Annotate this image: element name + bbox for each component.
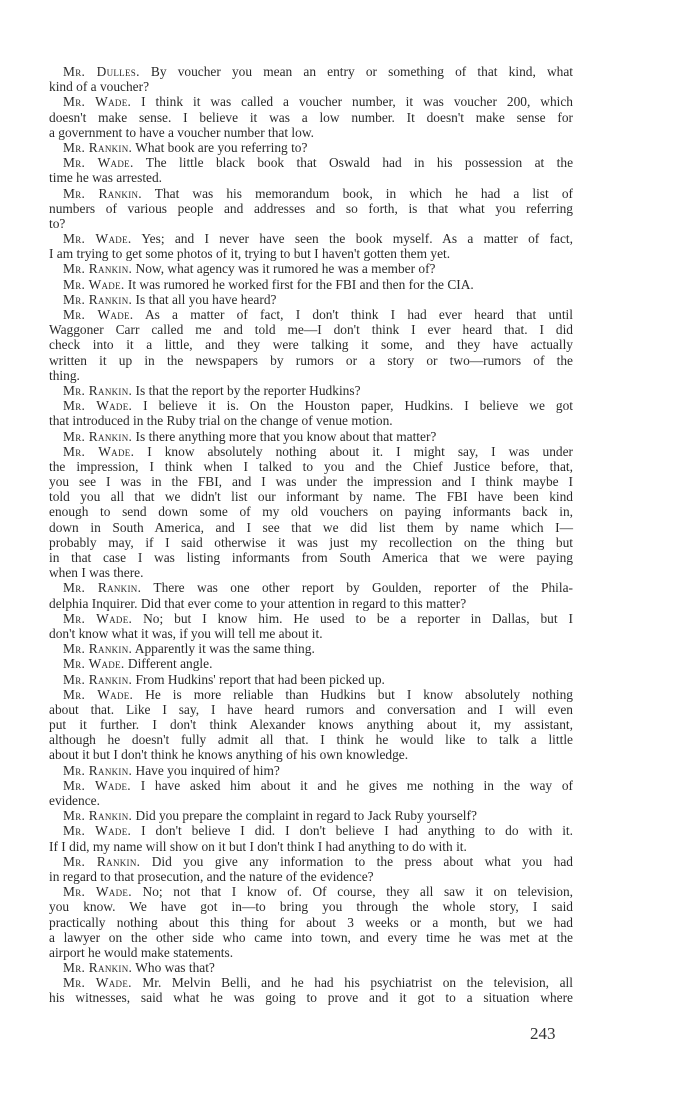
speaker-name: Mr. Wade.: [63, 777, 131, 793]
testimony-paragraph: [49, 778, 573, 808]
line-text: in that case I was listing informants from South America that we were paying: [49, 550, 573, 565]
text-line: [49, 398, 573, 413]
line-text: that introduced in the Ruby trial on the change of venue motion.: [49, 413, 393, 429]
text-line: [49, 353, 573, 368]
text-line: [49, 672, 573, 687]
text-line: [49, 960, 573, 975]
line-text: No; but I know him. He used to be a reporter in Dallas, but I: [143, 610, 573, 626]
testimony-paragraph: [49, 687, 573, 763]
text-line: [49, 520, 573, 535]
text-line: [49, 444, 573, 459]
line-text: Apparently it was the same thing.: [134, 641, 315, 657]
speaker-name: Mr. Rankin.: [63, 291, 133, 307]
line-text: probably may, if I said otherwise it was just my recollection on the thing but: [49, 534, 573, 550]
speaker-name: Mr. Rankin.: [63, 382, 133, 398]
speaker-name: Mr. Rankin.: [63, 139, 133, 155]
line-text: numbers of various people and addresses and so forth, is that what you referring: [49, 200, 573, 216]
line-text: although he doesn't fully admit all that. I think he would like to talk a little: [49, 732, 573, 748]
line-text: evidence.: [49, 793, 100, 808]
line-text: to?: [49, 215, 66, 231]
text-line: [49, 201, 573, 216]
speaker-name: Mr. Wade.: [63, 94, 132, 110]
testimony-paragraph: [49, 292, 573, 307]
testimony-paragraph: [49, 823, 573, 853]
testimony-paragraph: [49, 307, 573, 383]
speaker-name: Mr. Rankin.: [63, 671, 133, 687]
line-text: I know absolutely nothing about it. I might say, I was under: [147, 443, 573, 459]
line-text: He is more reliable than Hudkins but I know absolutely nothing: [145, 686, 573, 702]
speaker-name: Mr. Wade.: [63, 231, 132, 247]
speaker-name: Mr. Wade.: [63, 276, 125, 292]
text-line: [49, 626, 573, 641]
text-line: [49, 277, 573, 292]
speaker-name: Mr. Dulles.: [63, 64, 140, 79]
line-text: practically nothing about this thing for about 3 weeks or a month, but we had: [49, 914, 573, 930]
testimony-paragraph: [49, 398, 573, 428]
transcript-body: [49, 64, 573, 1006]
line-text: I don't believe I did. I don't believe I had anything to do with it.: [141, 823, 573, 839]
testimony-paragraph: [49, 641, 573, 656]
text-line: [49, 899, 573, 914]
line-text: kind of a voucher?: [49, 79, 150, 95]
line-text: enough to send down some of my old vouchers on paying informants back in,: [49, 504, 573, 520]
testimony-paragraph: [49, 231, 573, 261]
line-text: I think it was called a voucher number, it was voucher 200, which: [141, 94, 574, 110]
line-text: From Hudkins' report that had been picked up.: [135, 671, 385, 687]
text-line: [49, 869, 573, 884]
line-text: Now, what agency was it rumored he was a member of?: [135, 261, 436, 277]
line-text: in regard to that prosecution, and the nature of the evidence?: [49, 868, 374, 884]
speaker-name: Mr. Wade.: [63, 398, 133, 414]
line-text: you see I was in the FBI, and I was under the impression and I think maybe I: [49, 474, 573, 490]
line-text: If I did, my name will show on it but I don't think I had anything to do with it.: [49, 838, 467, 854]
text-line: [49, 975, 573, 990]
text-line: [49, 611, 573, 626]
speaker-name: Mr. Wade.: [63, 686, 134, 702]
line-text: about it but I don't think he knows anything of his own knowledge.: [49, 747, 409, 763]
text-line: [49, 763, 573, 778]
line-text: time he was arrested.: [49, 170, 163, 186]
line-text: Different angle.: [127, 656, 213, 672]
line-text: Did you give any information to the press about what you had: [151, 853, 573, 869]
text-line: [49, 474, 573, 489]
text-line: [49, 732, 573, 747]
line-text: put it further. I don't think Alexander knows anything about it, my assistant,: [49, 717, 573, 733]
text-line: [49, 459, 573, 474]
text-line: [49, 793, 573, 808]
text-line: [49, 687, 573, 702]
speaker-name: Mr. Rankin.: [63, 428, 133, 444]
line-text: I am trying to get some photos of it, trying to but I haven't gotten them yet.: [49, 246, 451, 262]
text-line: [49, 337, 573, 352]
line-text: I believe it is. On the Houston paper, Hudkins. I believe we got: [143, 398, 573, 414]
speaker-name: Mr. Wade.: [63, 975, 132, 991]
testimony-paragraph: [49, 140, 573, 155]
speaker-name: Mr. Wade.: [63, 443, 135, 459]
text-line: [49, 216, 573, 231]
line-text: The little black book that Oswald had in his possession at the: [145, 155, 574, 171]
line-text: Mr. Melvin Belli, and he had his psychiatrist on the television, all: [142, 975, 573, 991]
text-line: [49, 368, 573, 383]
testimony-paragraph: [49, 884, 573, 960]
text-line: [49, 641, 573, 656]
line-text: his witnesses, said what he was going to prove and it got to a situation where: [49, 990, 573, 1006]
testimony-paragraph: [49, 580, 573, 610]
text-line: [49, 246, 573, 261]
text-line: [49, 413, 573, 428]
text-line: [49, 596, 573, 611]
speaker-name: Mr. Wade.: [63, 656, 125, 672]
text-line: [49, 504, 573, 519]
line-text: check into it a little, and they were talking it some, and they have actually: [49, 337, 573, 353]
speaker-name: Mr. Rankin.: [63, 762, 133, 778]
speaker-name: Mr. Rankin.: [63, 641, 133, 657]
speaker-name: Mr. Wade.: [63, 307, 134, 322]
line-text: Have you inquired of him?: [135, 762, 280, 778]
line-text: a lawyer on the other side who came into town, and every time he was met at the: [49, 929, 573, 945]
testimony-paragraph: [49, 672, 573, 687]
text-line: [49, 823, 573, 838]
line-text: As a matter of fact, I don't think I had ever heard that until: [144, 307, 573, 322]
speaker-name: Mr. Rankin.: [63, 808, 133, 824]
line-text: about that. Like I say, I have heard rumors and conversation and I will even: [49, 701, 573, 717]
text-line: [49, 702, 573, 717]
text-line: [49, 155, 573, 170]
testimony-paragraph: [49, 277, 573, 292]
line-text: No; not that I know of. Of course, they all saw it on television,: [142, 884, 573, 900]
text-line: [49, 930, 573, 945]
line-text: Yes; and I never have seen the book myself. As a matter of fact,: [141, 231, 573, 247]
text-line: [49, 261, 573, 276]
text-line: [49, 292, 573, 307]
text-line: [49, 125, 573, 140]
speaker-name: Mr. Wade.: [63, 155, 134, 171]
text-line: [49, 94, 573, 109]
text-line: [49, 550, 573, 565]
text-line: [49, 170, 573, 185]
line-text: Did you prepare the complaint in regard to Jack Ruby yourself?: [135, 808, 477, 824]
testimony-paragraph: [49, 611, 573, 641]
testimony-paragraph: [49, 94, 573, 140]
line-text: Who was that?: [135, 960, 215, 976]
page-number: 243: [530, 1024, 556, 1043]
line-text: written it up in the newspapers by rumors or a story or two—rumors of the: [49, 352, 573, 368]
testimony-paragraph: [49, 155, 573, 185]
line-text: thing.: [49, 367, 80, 383]
text-line: [49, 747, 573, 762]
text-line: [49, 64, 573, 79]
testimony-paragraph: [49, 960, 573, 975]
testimony-paragraph: [49, 261, 573, 276]
speaker-name: Mr. Rankin.: [63, 261, 133, 277]
text-line: [49, 565, 573, 580]
text-line: [49, 854, 573, 869]
text-line: [49, 839, 573, 854]
speaker-name: Mr. Wade.: [63, 610, 133, 626]
line-text: doesn't make sense. I believe it was a low number. It doesn't make sense for: [49, 109, 573, 125]
line-text: Waggoner Carr called me and told me—I don't think I ever heard that. I did: [49, 322, 573, 338]
line-text: I have asked him about it and he gives me nothing in the way of: [140, 777, 573, 793]
text-line: [49, 231, 573, 246]
text-line: [49, 489, 573, 504]
testimony-paragraph: [49, 656, 573, 671]
line-text: you know. We have got in—to bring you through the whole story, I said: [49, 899, 573, 915]
testimony-paragraph: [49, 975, 573, 1005]
line-text: the impression, I think when I talked to you and the Chief Justice before, that,: [49, 458, 573, 474]
text-line: [49, 808, 573, 823]
speaker-name: Mr. Wade.: [63, 884, 132, 900]
text-line: [49, 110, 573, 125]
text-line: [49, 580, 573, 595]
text-line: [49, 656, 573, 671]
line-text: That was his memorandum book, in which he had a list of: [154, 185, 573, 201]
text-line: [49, 383, 573, 398]
text-line: [49, 79, 573, 94]
line-text: told you all that we didn't list our informant by name. The FBI have been kind: [49, 489, 573, 505]
text-line: [49, 778, 573, 793]
testimony-paragraph: [49, 808, 573, 823]
line-text: delphia Inquirer. Did that ever come to your attention in regard to this matter?: [49, 595, 467, 611]
text-line: [49, 140, 573, 155]
testimony-paragraph: [49, 763, 573, 778]
line-text: Is that all you have heard?: [135, 291, 277, 307]
testimony-paragraph: [49, 854, 573, 884]
line-text: It was rumored he worked first for the FBI and then for the CIA.: [127, 276, 474, 292]
testimony-paragraph: [49, 429, 573, 444]
line-text: What book are you referring to?: [135, 139, 308, 155]
testimony-paragraph: [49, 383, 573, 398]
testimony-paragraph: [49, 64, 573, 94]
text-line: [49, 322, 573, 337]
line-text: a government to have a voucher number that low.: [49, 124, 314, 140]
text-line: [49, 307, 573, 322]
text-line: [49, 884, 573, 899]
testimony-paragraph: [49, 444, 573, 581]
line-text: don't know what it was, if you will tell me about it.: [49, 625, 323, 641]
text-line: [49, 990, 573, 1005]
line-text: when I was there.: [49, 565, 144, 581]
speaker-name: Mr. Rankin.: [63, 960, 133, 976]
text-line: [49, 915, 573, 930]
line-text: Is there anything more that you know about that matter?: [135, 428, 437, 444]
speaker-name: Mr. Rankin.: [63, 185, 142, 201]
line-text: By voucher you mean an entry or something of that kind, what: [150, 64, 573, 79]
text-line: [49, 429, 573, 444]
line-text: airport he would make statements.: [49, 944, 234, 960]
line-text: There was one other report by Goulden, reporter of the Phila-: [153, 580, 573, 596]
text-line: [49, 186, 573, 201]
line-text: Is that the report by the reporter Hudkins?: [135, 382, 361, 398]
speaker-name: Mr. Wade.: [63, 823, 132, 839]
text-line: [49, 535, 573, 550]
speaker-name: Mr. Rankin.: [63, 853, 141, 869]
text-line: [49, 717, 573, 732]
line-text: down in South America, and I see that we did list them by name which I—: [49, 519, 573, 535]
speaker-name: Mr. Rankin.: [63, 580, 142, 596]
testimony-paragraph: [49, 186, 573, 232]
text-line: [49, 945, 573, 960]
